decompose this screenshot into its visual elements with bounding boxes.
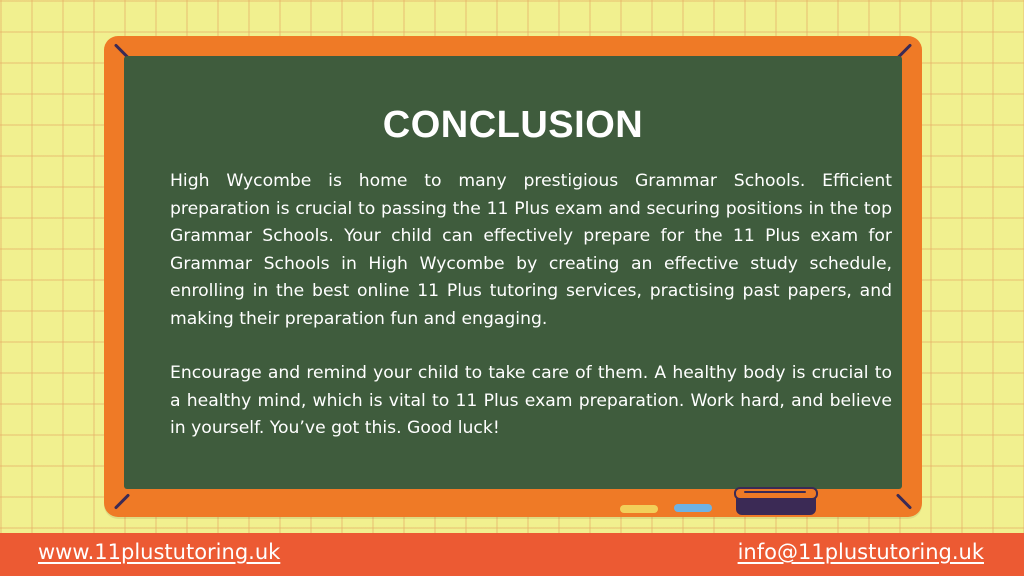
frame-corner-bottom-right (896, 493, 912, 509)
website-link[interactable]: www.11plustutoring.uk (38, 540, 281, 564)
chalkboard (124, 56, 902, 489)
email-link[interactable]: info@11plustutoring.uk (737, 540, 984, 564)
frame-corner-bottom-left (114, 493, 130, 509)
chalk-blue-icon (674, 504, 712, 512)
footer-bar (0, 533, 1024, 576)
slide-body (170, 168, 892, 443)
paragraph-intro: High Wycombe is home to many prestigious Grammar Schools. Efficient preparation is crucial to passing the 11 Plus exam and securing positions in the top Grammar Schools. Your child can effectively prepare for the 11 Plus exam for Grammar Schools in High Wycombe by creating an effective study schedule, enrolling in the best online 11 Plus tutoring services, practising past papers, and making their preparation fun and engaging. (170, 171, 892, 329)
paragraph-encouragement: Encourage and remind your child to take care of them. A healthy body is crucial to a healthy mind, which is vital to 11 Plus exam preparation. Work hard, and believe in yourself. You’ve got this. Good luck! (170, 363, 892, 438)
chalkboard-frame (104, 36, 922, 517)
chalk-yellow-icon (620, 505, 658, 513)
slide-title: CONCLUSION (382, 104, 644, 146)
eraser-icon (734, 487, 818, 515)
